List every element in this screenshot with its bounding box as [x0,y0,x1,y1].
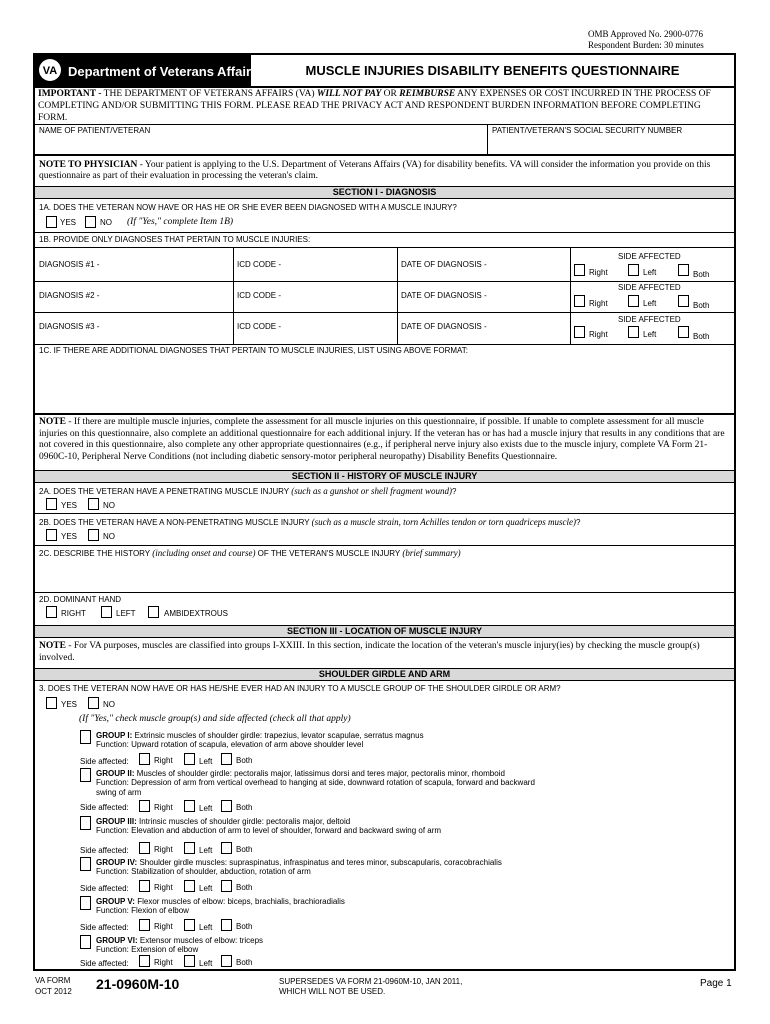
q3-instruction: (If "Yes," check muscle group(s) and side affected (check all that apply) [79,714,351,724]
dx2-left-label: Left [643,299,657,308]
dx3-right-checkbox[interactable] [574,326,585,338]
va-logo-text: VA [42,65,58,77]
group-5-right-label: Right [154,922,173,931]
group-4-left-label: Left [199,884,213,893]
group-2-right-checkbox[interactable] [139,800,150,812]
diagnosis-3-label: DIAGNOSIS #3 - [39,322,100,331]
q1a-no-checkbox[interactable] [85,216,96,228]
footer-date: OCT 2012 [35,987,72,996]
group-6-both-label: Both [236,958,253,967]
q2b-no-checkbox[interactable] [88,529,99,541]
dx2-left-checkbox[interactable] [628,295,639,307]
q2d-label: 2D. DOMINANT HAND [39,595,122,604]
patient-ssn-field[interactable] [492,137,728,151]
va-seal-icon [37,58,63,82]
dx3-both-label: Both [693,332,710,341]
group-1-right-checkbox[interactable] [139,753,150,765]
date-of-diagnosis-3-label: DATE OF DIAGNOSIS - [401,322,487,331]
section-3-title: SECTION III - LOCATION OF MUSCLE INJURY [35,625,734,638]
group-6-both-checkbox[interactable] [221,955,232,967]
icd-code-1-label: ICD CODE - [237,260,281,269]
q3-no-label: NO [103,700,115,709]
q2c-text-area[interactable] [40,560,730,590]
icd-code-3-label: ICD CODE - [237,322,281,331]
group-6-right-label: Right [154,958,173,967]
group-5-left-checkbox[interactable] [184,919,195,931]
group-2-checkbox[interactable] [80,768,91,782]
section-3-note: NOTE - For VA purposes, muscles are classified into groups I-XXIII. In this section, indicate the location of the veteran's muscle injury(ies) by checking the muscle group(s) involved. [39,641,700,663]
dominant-right-checkbox[interactable] [46,606,57,618]
group-1-right-label: Right [154,756,173,765]
respondent-burden: Respondent Burden: 30 minutes [588,40,704,50]
q1a-no-label: NO [100,218,112,227]
q1a-label: 1A. DOES THE VETERAN NOW HAVE OR HAS HE OR SHE EVER BEEN DIAGNOSED WITH A MUSCLE INJURY? [39,203,457,212]
group-1-name: GROUP I: [96,731,133,740]
group-1-desc: Extrinsic muscles of shoulder girdle: trapezius, levator scapulae, serratus magnus [134,731,424,740]
q3-yes-label: YES [61,700,78,709]
group-5-name: GROUP V: [96,897,135,906]
group-1-both-checkbox[interactable] [221,753,232,765]
section-1-title: SECTION I - DIAGNOSIS [35,186,734,199]
group-4-right-checkbox[interactable] [139,880,150,892]
group-2-both-checkbox[interactable] [221,800,232,812]
q2a-label: 2A. DOES THE VETERAN HAVE A PENETRATING MUSCLE INJURY (such as a gunshot or shell fragment wound)? [39,486,457,496]
dx1-left-label: Left [643,268,657,277]
group-4-both-checkbox[interactable] [221,880,232,892]
icd-code-2-label: ICD CODE - [237,291,281,300]
group-1-function: Function: Upward rotation of scapula, elevation of arm above shoulder level [96,740,364,749]
group-3-checkbox[interactable] [80,816,91,830]
group-4-function: Function: Stabilization of shoulder, abduction, rotation of arm [96,867,311,876]
q1a-yes-label: YES [60,218,77,227]
dominant-ambidextrous-checkbox[interactable] [148,606,159,618]
dx3-right-label: Right [589,330,608,339]
group-3-both-checkbox[interactable] [221,842,232,854]
q2a-yes-checkbox[interactable] [46,498,57,510]
dx1-right-checkbox[interactable] [574,264,585,276]
form-title: MUSCLE INJURIES DISABILITY BENEFITS QUESTIONNAIRE [305,63,680,78]
group-4-right-label: Right [154,883,173,892]
footer-supersedes-1: SUPERSEDES VA FORM 21-0960M-10, JAN 2011, [279,977,463,986]
q1c-label: 1C. IF THERE ARE ADDITIONAL DIAGNOSES THAT PERTAIN TO MUSCLE INJURIES, LIST USING ABOVE FORMAT: [39,346,468,355]
omb-block [588,29,704,51]
q2b-yes-checkbox[interactable] [46,529,57,541]
q2a-no-checkbox[interactable] [88,498,99,510]
important-notice: IMPORTANT - THE DEPARTMENT OF VETERANS AFFAIRS (VA) WILL NOT PAY OR REIMBURSE ANY EXPENSES OR COST INCURRED IN THE PROCESS OF COMPLETING AND/OR SUBMITTING THIS FORM. PLEASE READ THE PRIVACY ACT AND RESPONDENT BURDEN INFORMATION BEFORE COMPLETING FORM. [38,89,711,123]
group-1-left-checkbox[interactable] [184,753,195,765]
q2b-label: 2B. DOES THE VETERAN HAVE A NON-PENETRATING MUSCLE INJURY (such as a muscle strain, torn Achilles tendon or torn quadriceps muscle)? [39,517,581,527]
group-6-function: Function: Extension of elbow [96,945,199,954]
group-2-left-checkbox[interactable] [184,800,195,812]
diagnosis-1-label: DIAGNOSIS #1 - [39,260,100,269]
group-4-desc: Shoulder girdle muscles: supraspinatus, infraspinatus and teres minor, subscapularis, coracobrachialis [139,858,502,867]
q2a-no-label: NO [103,501,115,510]
q2a-yes-label: YES [61,501,78,510]
group-5-right-checkbox[interactable] [139,919,150,931]
agency-name: Department of Veterans Affairs [68,64,259,79]
q2c-label: 2C. DESCRIBE THE HISTORY (including onset and course) OF THE VETERAN'S MUSCLE INJURY (brief summary) [39,548,461,558]
group-5-desc: Flexor muscles of elbow: biceps, brachialis, brachioradialis [137,897,345,906]
group-1-side-label: Side affected: [80,757,129,766]
group-2-right-label: Right [154,803,173,812]
group-2-both-label: Both [236,803,253,812]
q2b-no-label: NO [103,532,115,541]
dominant-ambidextrous-label: AMBIDEXTROUS [164,609,229,618]
group-5-left-label: Left [199,923,213,932]
group-2-function: Function: Depression of arm from vertical overhead to hanging at side, downward rotation of scapula, forward and backward swing of arm [96,778,535,797]
q3-no-checkbox[interactable] [88,697,99,709]
patient-ssn-label: PATIENT/VETERAN'S SOCIAL SECURITY NUMBER [492,126,683,135]
q1b-label: 1B. PROVIDE ONLY DIAGNOSES THAT PERTAIN TO MUSCLE INJURIES: [39,235,311,244]
group-1-checkbox[interactable] [80,730,91,744]
group-6-left-label: Left [199,959,213,968]
group-5-side-label: Side affected: [80,923,129,932]
dx2-both-label: Both [693,301,710,310]
group-5-checkbox[interactable] [80,896,91,910]
group-6-left-checkbox[interactable] [184,955,195,967]
group-4-both-label: Both [236,883,253,892]
section-2-title: SECTION II - HISTORY OF MUSCLE INJURY [35,470,734,483]
note-to-physician: NOTE TO PHYSICIAN - Your patient is applying to the U.S. Department of Veterans Affairs (VA) for disability benefits. VA will consider the information you provide on this questionnaire as part of their evaluation in processing the veteran's claim. [39,160,711,181]
group-2-desc: Muscles of shoulder girdle: pectoralis major, latissimus dorsi and teres major, pectoralis minor, rhomboid [136,769,505,778]
group-4-name: GROUP IV: [96,858,138,867]
group-6-side-label: Side affected: [80,959,129,968]
group-5-function: Function: Flexion of elbow [96,906,189,915]
dominant-right-label: RIGHT [61,609,86,618]
note-multiple-injuries: NOTE - If there are multiple muscle injuries, complete the assessment for all muscle injuries on this questionnaire, if possible. If unable to complete assessment for all muscle injuries on this questionnaire, also complete an additional questionnaire for each additional injury. If the veteran has or has had a muscle injury that results in any conditions that are not covered in this questionnaire, also complete any other appropriate questionnaires (e.g., if peripheral nerve injury also exists due to the muscle injury, complete VA Form 21-0960C-10, Peripheral Nerve Conditions (not including diabetic sensory-motor peripheral neuropathy) Disability Benefits Questionnaire. [39,417,725,462]
diagnosis-2-label: DIAGNOSIS #2 - [39,291,100,300]
dominant-left-checkbox[interactable] [101,606,112,618]
group-3-side-label: Side affected: [80,846,129,855]
group-1-left-label: Left [199,757,213,766]
q3-yes-checkbox[interactable] [46,697,57,709]
group-5-both-checkbox[interactable] [221,919,232,931]
q1a-instruction: (If "Yes," complete Item 1B) [127,217,234,227]
dx3-left-checkbox[interactable] [628,326,639,338]
dx2-right-label: Right [589,299,608,308]
footer-page-number: Page 1 [700,978,732,989]
patient-name-label: NAME OF PATIENT/VETERAN [39,126,151,135]
footer-supersedes-2: WHICH WILL NOT BE USED. [279,987,386,996]
date-of-diagnosis-1-label: DATE OF DIAGNOSIS - [401,260,487,269]
side-affected-2-label: SIDE AFFECTED [618,283,681,292]
group-6-right-checkbox[interactable] [139,955,150,967]
group-3-desc: Intrinsic muscles of shoulder girdle: pectoralis major, deltoid [138,817,351,826]
patient-name-field[interactable] [40,137,480,151]
group-2-name: GROUP II: [96,769,135,778]
dx2-both-checkbox[interactable] [678,295,689,307]
footer-va-form: VA FORM [35,976,71,985]
group-6-name: GROUP VI: [96,936,138,945]
q3-label: 3. DOES THE VETERAN NOW HAVE OR HAS HE/SHE EVER HAD AN INJURY TO A MUSCLE GROUP OF THE SHOULDER GIRDLE OR ARM? [39,684,561,693]
group-3-right-label: Right [154,845,173,854]
group-5-both-label: Both [236,922,253,931]
date-of-diagnosis-2-label: DATE OF DIAGNOSIS - [401,291,487,300]
group-3-left-checkbox[interactable] [184,842,195,854]
q1c-text-area[interactable] [40,358,730,410]
group-6-checkbox[interactable] [80,935,91,949]
group-3-left-label: Left [199,846,213,855]
group-1-both-label: Both [236,756,253,765]
dominant-left-label: LEFT [116,609,136,618]
group-3-function: Function: Elevation and abduction of arm to level of shoulder, forward and backward swing of arm [96,826,442,835]
group-2-left-label: Left [199,804,213,813]
dx1-left-checkbox[interactable] [628,264,639,276]
dx1-both-label: Both [693,270,710,279]
group-4-side-label: Side affected: [80,884,129,893]
q2b-yes-label: YES [61,532,78,541]
group-6-desc: Extensor muscles of elbow: triceps [139,936,264,945]
group-4-checkbox[interactable] [80,857,91,871]
omb-approved: OMB Approved No. 2900-0776 [588,29,703,39]
group-3-name: GROUP III: [96,817,137,826]
dx1-right-label: Right [589,268,608,277]
footer-form-number: 21-0960M-10 [96,976,180,992]
q1a-yes-checkbox[interactable] [46,216,57,228]
group-2-side-label: Side affected: [80,803,129,812]
dx2-right-checkbox[interactable] [574,295,585,307]
shoulder-girdle-subtitle: SHOULDER GIRDLE AND ARM [35,668,734,681]
group-3-both-label: Both [236,845,253,854]
side-affected-3-label: SIDE AFFECTED [618,315,681,324]
dx3-left-label: Left [643,330,657,339]
side-affected-1-label: SIDE AFFECTED [618,252,681,261]
agency-banner [35,55,259,86]
dx1-both-checkbox[interactable] [678,264,689,276]
group-4-left-checkbox[interactable] [184,880,195,892]
group-3-right-checkbox[interactable] [139,842,150,854]
dx3-both-checkbox[interactable] [678,326,689,338]
